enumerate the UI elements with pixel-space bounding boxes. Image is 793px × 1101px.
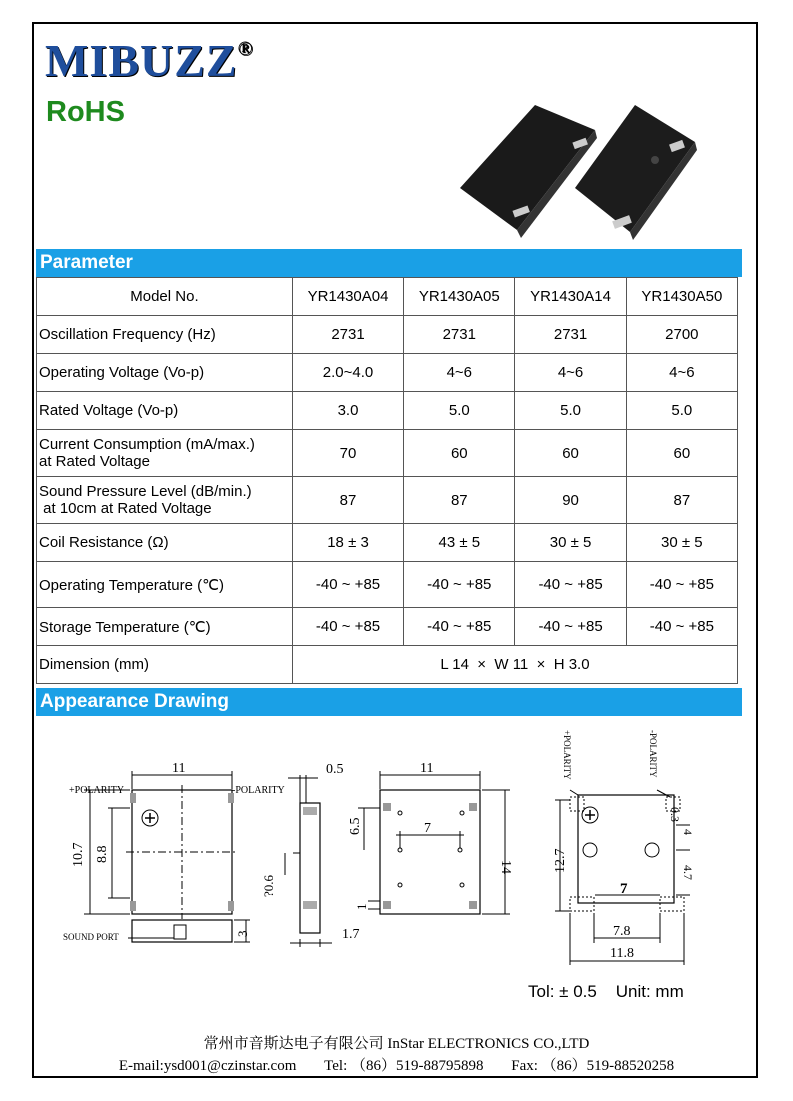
table-cell: -40 ~ +85 bbox=[515, 562, 626, 608]
table-header-row bbox=[37, 278, 738, 316]
header-cell: YR1430A50 bbox=[626, 278, 737, 316]
fax-text: Fax: （86）519-88520258 bbox=[511, 1058, 675, 1074]
table-row bbox=[37, 562, 738, 608]
table-cell: 2731 bbox=[292, 316, 403, 354]
header-cell: YR1430A14 bbox=[515, 278, 626, 316]
table-cell: -40 ~ +85 bbox=[404, 608, 515, 646]
table-cell: 4~6 bbox=[404, 354, 515, 392]
table-cell: 70 bbox=[292, 430, 403, 477]
appearance-drawing bbox=[50, 725, 740, 985]
table-cell: 5.0 bbox=[515, 392, 626, 430]
table-row bbox=[37, 608, 738, 646]
table-cell: 60 bbox=[515, 430, 626, 477]
dim-0-5: 0.5 bbox=[326, 762, 344, 777]
email-text: E-mail:ysd001@czinstar.com bbox=[118, 1058, 297, 1074]
dim-12-7: 12.7 bbox=[553, 848, 568, 873]
table-cell: 87 bbox=[292, 477, 403, 524]
row-label: Storage Temperature (℃) bbox=[37, 608, 293, 646]
row-label: Coil Resistance (Ω) bbox=[37, 524, 293, 562]
dim-8-8: 8.8 bbox=[95, 845, 110, 863]
table-cell: -40 ~ +85 bbox=[292, 562, 403, 608]
dim-0-6: ?0.6 bbox=[261, 874, 276, 897]
table-cell: -40 ~ +85 bbox=[292, 608, 403, 646]
parameter-heading: Parameter bbox=[36, 249, 742, 277]
table-cell: -40 ~ +85 bbox=[404, 562, 515, 608]
neg-polarity-label: -POLARITY bbox=[232, 785, 285, 796]
row-label: Operating Temperature (℃) bbox=[37, 562, 293, 608]
parameter-table bbox=[36, 277, 738, 684]
table-cell: -40 ~ +85 bbox=[626, 562, 737, 608]
table-cell: 4~6 bbox=[626, 354, 737, 392]
table-cell: 60 bbox=[626, 430, 737, 477]
brand-name: MIBUZZ bbox=[45, 35, 238, 86]
pos-polarity-label-2: +POLARITY bbox=[562, 730, 572, 780]
product-photo bbox=[455, 100, 705, 242]
dim-7b: 7 bbox=[620, 881, 628, 897]
dim-1-7: 1.7 bbox=[342, 927, 360, 942]
table-cell: 87 bbox=[404, 477, 515, 524]
row-label: Rated Voltage (Vo-p) bbox=[37, 392, 293, 430]
row-label: Oscillation Frequency (Hz) bbox=[37, 316, 293, 354]
row-label-line2: at Rated Voltage bbox=[39, 453, 150, 470]
table-cell: -40 ~ +85 bbox=[626, 608, 737, 646]
dim-0-3: 0.3 bbox=[668, 807, 682, 822]
pos-polarity-label: +POLARITY bbox=[69, 785, 125, 796]
dim-4: 4 bbox=[681, 829, 695, 835]
dim-3: 3 bbox=[235, 930, 250, 937]
contact-line bbox=[0, 1054, 793, 1075]
dim-10-7: 10.7 bbox=[71, 842, 86, 867]
dim-7-8: 7.8 bbox=[613, 924, 631, 939]
table-cell: 30 ± 5 bbox=[515, 524, 626, 562]
row-label-line1: Sound Pressure Level (dB/min.) bbox=[39, 483, 252, 500]
table-row bbox=[37, 316, 738, 354]
table-cell: 2.0~4.0 bbox=[292, 354, 403, 392]
tolerance-note: Tol: ± 0.5 Unit: mm bbox=[528, 982, 684, 1001]
table-cell: 5.0 bbox=[626, 392, 737, 430]
registered-mark: ® bbox=[237, 38, 254, 60]
row-label bbox=[37, 477, 293, 524]
dimension-value: L 14 × W 11 × H 3.0 bbox=[292, 646, 737, 684]
company-name: 常州市音斯达电子有限公司 InStar ELECTRONICS CO.,LTD bbox=[203, 1036, 590, 1052]
sound-port-label: SOUND PORT bbox=[63, 932, 119, 942]
table-cell: 43 ± 5 bbox=[404, 524, 515, 562]
table-row bbox=[37, 392, 738, 430]
table-row bbox=[37, 354, 738, 392]
table-cell: 87 bbox=[626, 477, 737, 524]
table-cell: 2731 bbox=[515, 316, 626, 354]
table-cell: 4~6 bbox=[515, 354, 626, 392]
dim-11-8: 11.8 bbox=[610, 946, 634, 961]
dim-14: 14 bbox=[498, 860, 513, 874]
table-row bbox=[37, 430, 738, 477]
table-row bbox=[37, 646, 738, 684]
rohs-label: RoHS bbox=[46, 96, 125, 128]
dim-6-5: 6.5 bbox=[348, 817, 363, 835]
dim-1: 1 bbox=[354, 903, 369, 910]
table-cell: 2731 bbox=[404, 316, 515, 354]
appearance-heading: Appearance Drawing bbox=[36, 688, 742, 716]
row-label bbox=[37, 430, 293, 477]
table-cell: 3.0 bbox=[292, 392, 403, 430]
table-cell: 2700 bbox=[626, 316, 737, 354]
header-cell: Model No. bbox=[37, 278, 293, 316]
table-row bbox=[37, 524, 738, 562]
table-cell: 90 bbox=[515, 477, 626, 524]
table-cell: -40 ~ +85 bbox=[515, 608, 626, 646]
table-cell: 60 bbox=[404, 430, 515, 477]
row-label-line2: at 10cm at Rated Voltage bbox=[39, 500, 212, 517]
table-cell: 30 ± 5 bbox=[626, 524, 737, 562]
header-cell: YR1430A05 bbox=[404, 278, 515, 316]
row-label: Dimension (mm) bbox=[37, 646, 293, 684]
dim-4-7: 4.7 bbox=[681, 865, 695, 880]
table-cell: 5.0 bbox=[404, 392, 515, 430]
row-label: Operating Voltage (Vo-p) bbox=[37, 354, 293, 392]
tel-text: Tel: （86）519-88795898 bbox=[324, 1058, 484, 1074]
dim-7a: 7 bbox=[424, 821, 431, 836]
header-cell: YR1430A04 bbox=[292, 278, 403, 316]
table-cell: 18 ± 3 bbox=[292, 524, 403, 562]
table-row bbox=[37, 477, 738, 524]
brand-logo bbox=[45, 34, 254, 87]
dim-11b: 11 bbox=[420, 761, 434, 776]
dim-11a: 11 bbox=[172, 761, 186, 776]
neg-polarity-label-2: -POLARITY bbox=[648, 730, 658, 778]
row-label-line1: Current Consumption (mA/max.) bbox=[39, 436, 255, 453]
